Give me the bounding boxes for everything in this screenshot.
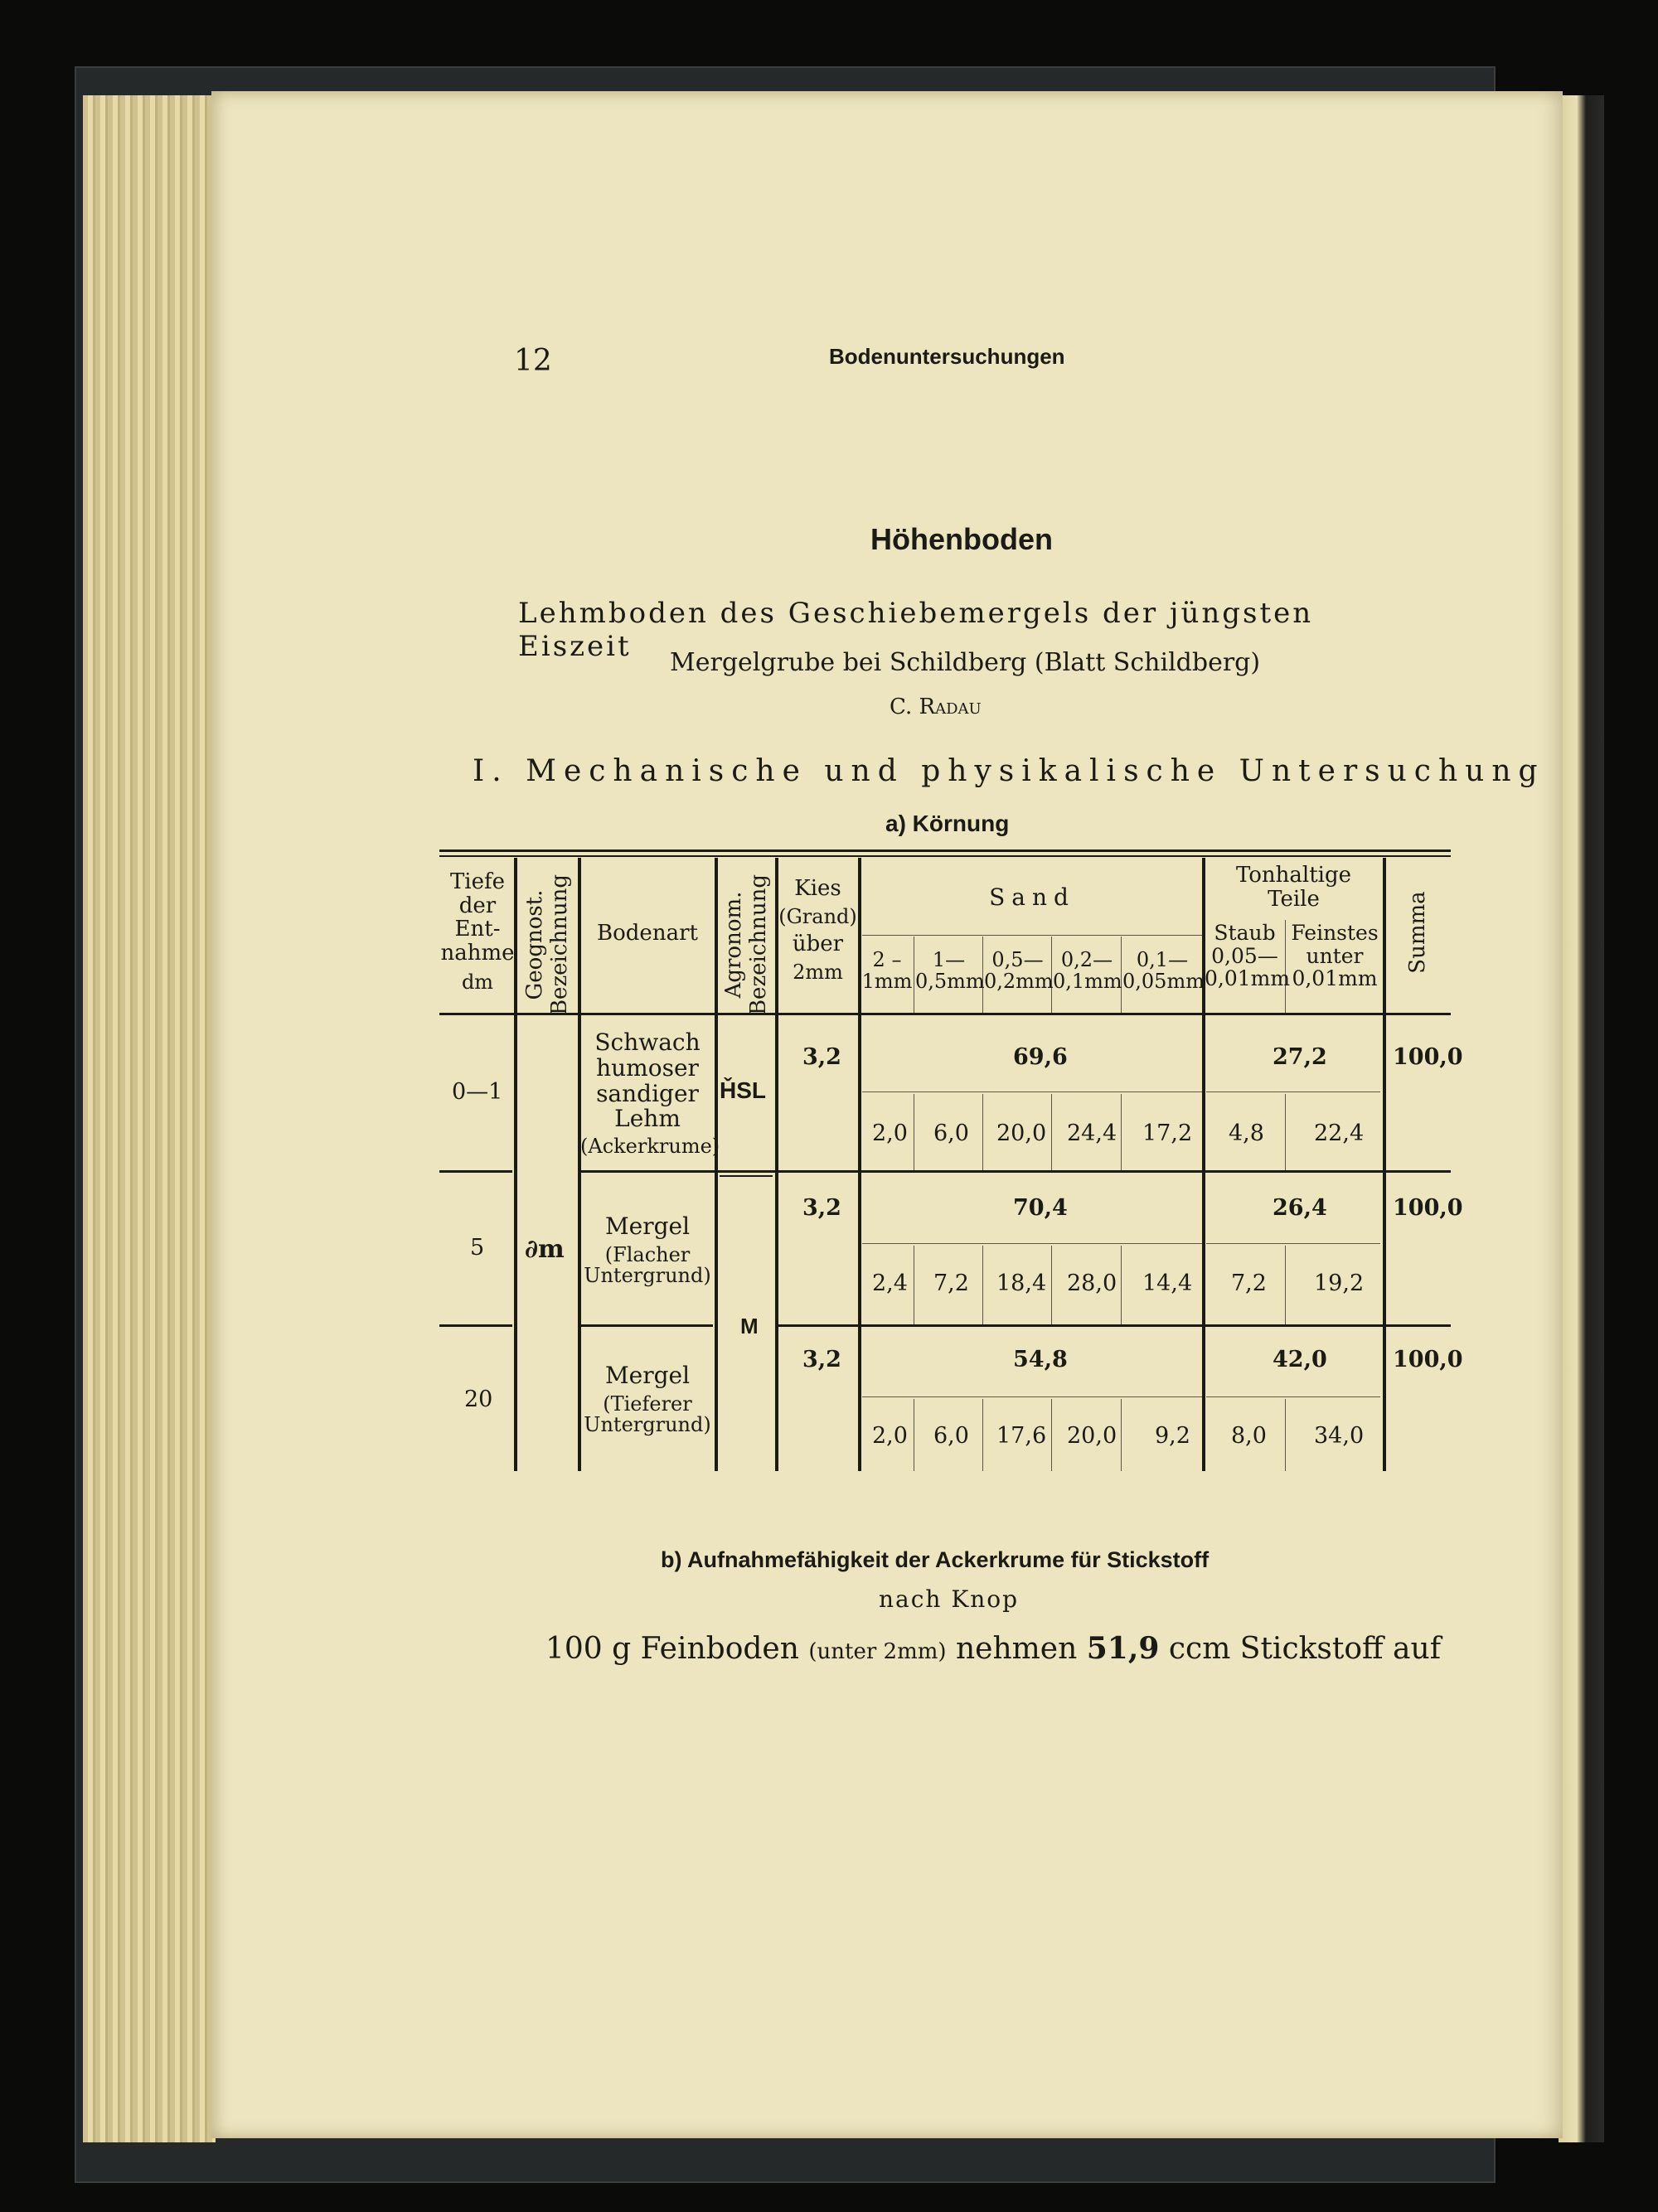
row3-summa: 100,0 — [1393, 1347, 1463, 1372]
row3-bodenart-note: (Tieferer Untergrund) — [584, 1392, 711, 1436]
row1-ton-1: 4,8 — [1229, 1121, 1264, 1146]
header-bodenart: Bodenart — [597, 921, 698, 946]
row2-bodenart-note: (Flacher Untergrund) — [584, 1242, 711, 1287]
row3-ton-total: 42,0 — [1273, 1347, 1327, 1372]
header-kies-line: Kies — [794, 876, 841, 901]
row1-bodenart-line: Schwach — [594, 1029, 701, 1056]
row2-sand-total: 70,4 — [1013, 1195, 1068, 1221]
row1-bodenart-line: humoser — [596, 1053, 699, 1082]
header-sand-05-02: 0,5— 0,2mm — [984, 948, 1054, 994]
result-suffix: ccm Stickstoff auf — [1168, 1632, 1442, 1666]
author: C. Radau — [890, 695, 982, 719]
header-tonhaltige-line: Tonhaltige — [1235, 863, 1352, 888]
header-tonhaltige-line: Teile — [1268, 886, 1320, 912]
header-feinstes: Feinstes unter 0,01mm — [1291, 921, 1379, 990]
row2-bodenart-line: Mergel — [604, 1212, 691, 1240]
header-tiefe-line: der — [458, 893, 497, 918]
subsection-b-title: b) Aufnahmefähigkeit der Ackerkrume für Stickstoff — [661, 1547, 1210, 1572]
row3-sand-4: 20,0 — [1067, 1423, 1117, 1449]
row1-sand-total: 69,6 — [1013, 1044, 1068, 1070]
row3-sand-3: 17,6 — [996, 1423, 1047, 1449]
row1-agronom: ȞSL — [720, 1077, 766, 1103]
header-geognost-line: Bezeichnung — [547, 874, 572, 1016]
row2-sand-2: 7,2 — [933, 1271, 969, 1296]
row1-sand-2: 6,0 — [933, 1121, 969, 1146]
result-value: 51,9 — [1086, 1631, 1160, 1666]
result-mid: nehmen — [955, 1632, 1078, 1666]
row3-sand-5: 9,2 — [1155, 1423, 1190, 1449]
row2-ton-total: 26,4 — [1273, 1195, 1327, 1221]
header-kies-line: 2mm — [793, 960, 843, 984]
header-agronom-line: Agronom. — [721, 891, 746, 999]
row1-sand-3: 20,0 — [996, 1121, 1047, 1146]
row1-kies: 3,2 — [802, 1044, 841, 1070]
row1-ton-total: 27,2 — [1273, 1044, 1327, 1070]
book-page — [211, 91, 1563, 2138]
header-sand: Sand — [989, 883, 1075, 911]
header-tiefe-line: Tiefe — [449, 869, 506, 894]
row2-tiefe: 5 — [470, 1235, 485, 1261]
row3-ton-1: 8,0 — [1231, 1423, 1267, 1449]
header-summa: Summa — [1405, 891, 1430, 974]
header-sand-02-01: 0,2— 0,1mm — [1053, 948, 1122, 994]
row1-bodenart-line: sandiger — [596, 1079, 699, 1107]
header-agronom-line: Bezeichnung — [746, 874, 771, 1016]
row2-sand-5: 14,4 — [1142, 1271, 1193, 1296]
header-kies-line: (Grand) — [778, 904, 857, 928]
row1-sand-5: 17,2 — [1142, 1121, 1193, 1146]
result-line — [545, 1631, 1441, 1666]
row2-summa: 100,0 — [1393, 1195, 1463, 1221]
row2-sand-1: 2,4 — [872, 1271, 908, 1296]
row2-kies: 3,2 — [802, 1195, 841, 1221]
page-edges — [83, 95, 216, 2142]
row2-ton-2: 19,2 — [1314, 1271, 1365, 1296]
page-number: 12 — [514, 344, 552, 378]
result-prefix: 100 g Feinboden — [545, 1632, 799, 1666]
row1-sand-1: 2,0 — [872, 1121, 908, 1146]
row3-sand-1: 2,0 — [872, 1423, 908, 1449]
header-sand-1-05: 1— 0,5mm — [915, 948, 985, 994]
row1-summa: 100,0 — [1393, 1044, 1463, 1070]
header-sand-01-005: 0,1— 0,05mm — [1122, 948, 1205, 994]
running-head: Bodenuntersuchungen — [829, 344, 1065, 369]
row1-tiefe: 0—1 — [452, 1079, 503, 1105]
row1-sand-4: 24,4 — [1067, 1121, 1117, 1146]
header-geognost-line: Geognost. — [522, 889, 547, 1000]
header-kies-line: über — [792, 931, 844, 956]
row1-bodenart-note: (Ackerkrume) — [580, 1135, 720, 1159]
soil-description: Lehmboden des Geschiebemergels der jüngsten Eiszeit — [518, 597, 1314, 663]
row3-tiefe: 20 — [464, 1387, 493, 1412]
header-sand-2-1: 2 – 1mm — [861, 948, 913, 994]
row3-bodenart-line: Mergel — [604, 1362, 691, 1389]
section-title: I. Mechanische und physikalische Untersuchung — [473, 754, 1545, 788]
row1-ton-2: 22,4 — [1314, 1121, 1365, 1146]
method-line: nach Knop — [879, 1585, 1020, 1613]
geognost-value: ∂m — [525, 1235, 565, 1264]
row3-ton-2: 34,0 — [1314, 1423, 1365, 1449]
location-line: Mergelgrube bei Schildberg (Blatt Schildberg) — [670, 648, 1261, 677]
header-tiefe-unit: dm — [461, 970, 494, 995]
row3-sand-2: 6,0 — [933, 1423, 969, 1449]
row2-sand-3: 18,4 — [996, 1271, 1047, 1296]
row3-kies: 3,2 — [802, 1347, 841, 1372]
gutter-edge — [1559, 95, 1604, 2142]
result-paren: (unter 2mm) — [808, 1639, 947, 1664]
header-tiefe-line: nahme — [440, 940, 515, 966]
row3-agronom: M — [740, 1314, 759, 1338]
row2-ton-1: 7,2 — [1231, 1271, 1267, 1296]
page-title: Höhenboden — [870, 522, 1053, 556]
header-tiefe-line: Ent- — [454, 917, 501, 942]
row3-sand-total: 54,8 — [1013, 1347, 1068, 1372]
header-staub: Staub 0,05— 0,01mm — [1205, 921, 1291, 990]
row2-sand-4: 28,0 — [1067, 1271, 1117, 1296]
subsection-a-title: a) Körnung — [885, 811, 1010, 836]
row1-bodenart-line: Lehm — [614, 1105, 681, 1133]
